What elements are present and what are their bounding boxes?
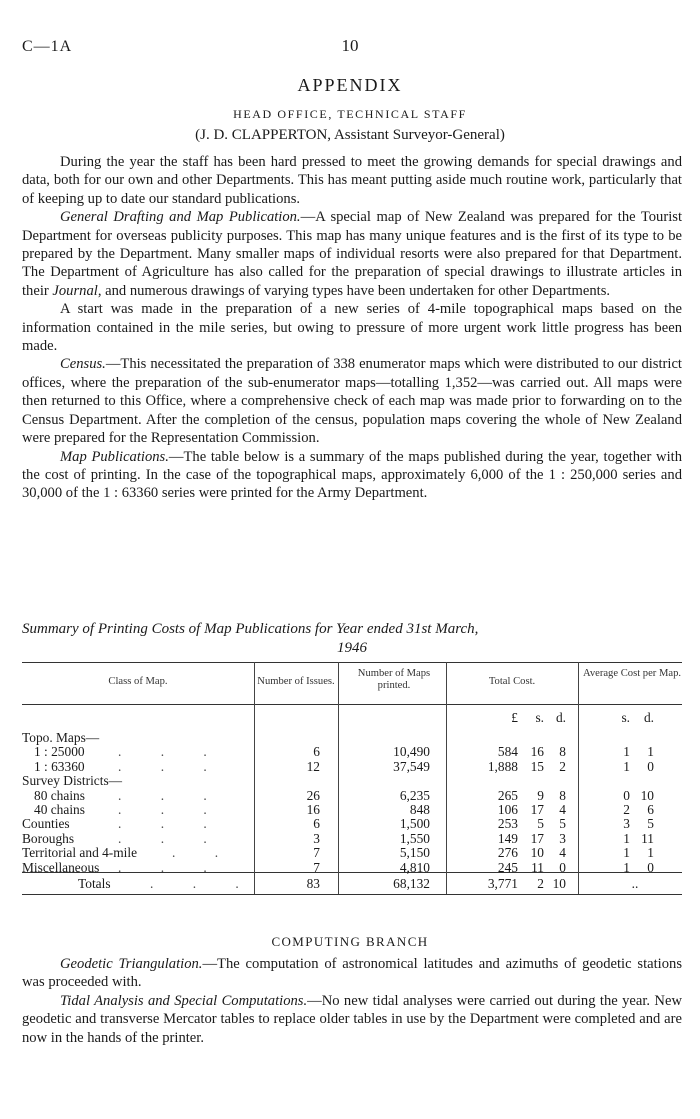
row-pounds: 106 — [497, 802, 518, 817]
row-pounds: 149 — [497, 830, 518, 846]
row-shillings: 16 — [530, 744, 544, 760]
row-pence: 3 — [559, 830, 566, 846]
row-avg-pence: 0 — [647, 859, 654, 875]
row-pence: 5 — [559, 816, 566, 832]
header-number-of-maps: Number of Maps printed. — [357, 668, 431, 691]
pence-unit: d. — [555, 710, 566, 725]
row-shillings: 5 — [537, 816, 544, 832]
row-shillings: 15 — [530, 758, 544, 774]
row-maps-printed: 1,500 — [399, 816, 430, 832]
row-class-label: Topo. Maps— — [22, 730, 100, 745]
row-shillings: 17 — [530, 802, 544, 817]
table-row — [22, 860, 682, 876]
row-maps-printed: 1,550 — [399, 830, 430, 846]
header-class-of-map: Class of Map. — [108, 676, 168, 687]
row-shillings: 9 — [537, 787, 544, 803]
row-avg-pence: 6 — [647, 802, 654, 817]
census-text: —This necessitated the preparation of 338 enumerator maps which were distributed to our district offices, where the preparation of the sub-enumerator maps—totalling 1,352—was carried out. All maps were then returned to this Office, where a comprehensive check of each map was made prior to forwarding on to the Census Department. After the completion of the census, population maps covering the whole of New Zealand were prepared for the Representation Commission. — [22, 356, 682, 447]
map-publications-heading: Map Publications. — [60, 448, 169, 465]
header-total-cost: Total Cost. — [488, 676, 536, 687]
row-avg-pence: 0 — [647, 758, 654, 774]
row-avg-pence: 1 — [647, 845, 654, 861]
row-pence: 0 — [559, 859, 566, 875]
row-maps-printed: 10,490 — [393, 744, 430, 760]
row-shillings: 17 — [530, 830, 544, 846]
pounds-unit: £ — [511, 710, 518, 725]
row-avg-shillings: 1 — [623, 758, 630, 774]
report-body — [22, 153, 682, 503]
census-paragraph — [22, 355, 682, 447]
drafting-tail: , and numerous drawings of varying types have been undertaken for other Departments. — [97, 282, 611, 299]
row-leader-dots: . . . — [118, 787, 225, 803]
row-leader-dots: . . . — [118, 816, 225, 832]
avg-shillings-unit: s. — [621, 710, 630, 725]
row-pounds: 276 — [497, 845, 518, 861]
row-maps-printed: 848 — [409, 802, 430, 817]
totals-pounds: 3,771 — [487, 876, 518, 891]
row-avg-pence: 11 — [641, 830, 654, 846]
row-pence: 2 — [559, 758, 566, 774]
row-leader-dots: . . . — [118, 802, 225, 817]
tidal-paragraph — [22, 992, 682, 1047]
row-maps-printed: 6,235 — [399, 787, 430, 803]
row-leader-dots: . . . — [118, 744, 225, 760]
table-caption-year: 1946 — [337, 640, 367, 656]
totals-maps: 68,132 — [393, 876, 430, 891]
drafting-paragraph — [22, 208, 682, 300]
totals-issues: 83 — [306, 876, 320, 891]
row-avg-shillings: 1 — [623, 744, 630, 760]
topographical-paragraph: A start was made in the preparation of a new series of 4-mile topographical maps based on the information contained in the mile series, but owing to pressure of more urgent work little progress has been made. — [22, 301, 682, 355]
row-class-label: Territorial and 4-mile — [22, 845, 138, 861]
intro-paragraph: During the year the staff has been hard pressed to meet the growing demands for special drawings and data, both for our own and other Departments. This has meant putting aside much routine work, particularly that of keeping up to date our standard publications. — [22, 154, 682, 207]
row-issues: 6 — [313, 744, 320, 760]
row-avg-shillings: 1 — [623, 830, 630, 846]
totals-leader-dots: . . . — [150, 876, 257, 891]
table-header-rule — [22, 704, 682, 705]
currency-units-row — [22, 710, 682, 726]
row-avg-shillings: 2 — [623, 802, 630, 817]
row-maps-printed: 4,810 — [399, 859, 430, 875]
shillings-unit: s. — [535, 710, 544, 725]
computing-body — [22, 955, 682, 1047]
row-class-label: Counties — [22, 816, 70, 832]
totals-shillings: 2 — [537, 876, 544, 891]
drafting-heading: General Drafting and Map Publication. — [60, 209, 301, 226]
row-maps-printed: 37,549 — [393, 758, 430, 774]
drafting-text: —A special map of New Zealand was prepared for the Tourist Department for overseas publicity purposes. This map has many unique features and is the first of its type to be prepared by the Department. Many smaller maps of individual resorts were also prepared for that Department. The Department of Agriculture has also called for the preparation of special drawings to illustrate articles in their — [22, 209, 682, 299]
row-pounds: 265 — [497, 787, 518, 803]
row-pounds: 584 — [497, 744, 518, 760]
tidal-heading: Tidal Analysis and Special Computations. — [60, 992, 308, 1009]
row-issues: 26 — [306, 787, 320, 803]
page-number: 10 — [341, 36, 359, 55]
document-reference: C—1A — [22, 38, 73, 55]
row-issues: 12 — [306, 758, 320, 774]
tidal-text: —No new tidal analyses were carried out during the year. New geodetic and transverse Mercator tables to replace older tables in use by the Department were completed and are now in the hands of the printer. — [22, 992, 682, 1046]
map-publications-text: —The table below is a summary of the maps published during the year, together with the cost of printing. In the case of the topographical maps, approximately 6,000 of the 1 : 250,000 series and 30,000 of the 1 : 63360 series were printed for the Army Department. — [22, 448, 682, 502]
avg-pence-unit: d. — [643, 710, 654, 725]
row-class-label: 40 chains — [34, 802, 85, 817]
census-heading: Census. — [60, 356, 106, 373]
table-bottom-rule — [22, 894, 682, 895]
geodetic-paragraph — [22, 955, 682, 992]
row-avg-shillings: 1 — [623, 845, 630, 861]
table-caption-line1: Summary of Printing Costs of Map Publications for Year ended 31st March, — [22, 621, 479, 637]
row-pounds: 1,888 — [487, 758, 518, 774]
row-issues: 16 — [306, 802, 320, 817]
section-heading: HEAD OFFICE, TECHNICAL STAFF — [233, 107, 467, 121]
totals-pence: 10 — [552, 876, 566, 891]
table-caption — [22, 620, 682, 658]
row-avg-shillings: 0 — [623, 787, 630, 803]
row-pounds: 245 — [497, 859, 518, 875]
row-avg-shillings: 3 — [623, 816, 630, 832]
totals-row — [22, 876, 682, 892]
row-class-label: 1 : 63360 — [34, 758, 85, 774]
row-avg-pence: 1 — [647, 744, 654, 760]
row-class-label: Boroughs — [22, 830, 75, 846]
header-average-cost: Average Cost per Map. — [582, 668, 682, 679]
row-pence: 4 — [559, 802, 566, 817]
row-avg-pence: 10 — [640, 787, 654, 803]
row-pence: 4 — [559, 845, 566, 861]
geodetic-text: —The computation of astronomical latitudes and azimuths of geodetic stations was proceeded with. — [22, 956, 682, 991]
row-shillings: 11 — [531, 859, 544, 875]
row-class-label: 1 : 25000 — [34, 744, 85, 760]
row-issues: 3 — [313, 830, 320, 846]
row-pence: 8 — [559, 744, 566, 760]
row-leader-dots: . . . — [118, 859, 225, 875]
row-class-label: 80 chains — [34, 787, 85, 803]
map-publications-paragraph — [22, 448, 682, 503]
row-pence: 8 — [559, 787, 566, 803]
table-top-rule — [22, 662, 682, 663]
row-pounds: 253 — [497, 816, 518, 832]
row-issues: 7 — [313, 845, 320, 861]
row-class-label: Miscellaneous — [22, 859, 100, 875]
header-number-of-issues: Number of Issues. — [257, 676, 335, 687]
totals-average: .. — [631, 876, 639, 891]
row-issues: 7 — [313, 859, 320, 875]
row-avg-pence: 5 — [647, 816, 654, 832]
geodetic-heading: Geodetic Triangulation. — [60, 956, 203, 972]
row-maps-printed: 5,150 — [399, 845, 430, 861]
row-avg-shillings: 1 — [623, 859, 630, 875]
row-class-label: Survey Districts— — [22, 773, 123, 789]
author-byline: (J. D. CLAPPERTON, Assistant Surveyor-General) — [195, 127, 505, 143]
row-shillings: 10 — [530, 845, 544, 861]
row-leader-dots: . . — [172, 845, 237, 861]
totals-label: Totals — [78, 876, 111, 891]
row-issues: 6 — [313, 816, 320, 832]
row-leader-dots: . . . — [118, 758, 225, 774]
appendix-title: APPENDIX — [297, 75, 403, 95]
computing-branch-title: COMPUTING BRANCH — [271, 934, 429, 949]
row-leader-dots: . . . — [118, 830, 225, 846]
journal-title: Journal — [52, 282, 98, 299]
